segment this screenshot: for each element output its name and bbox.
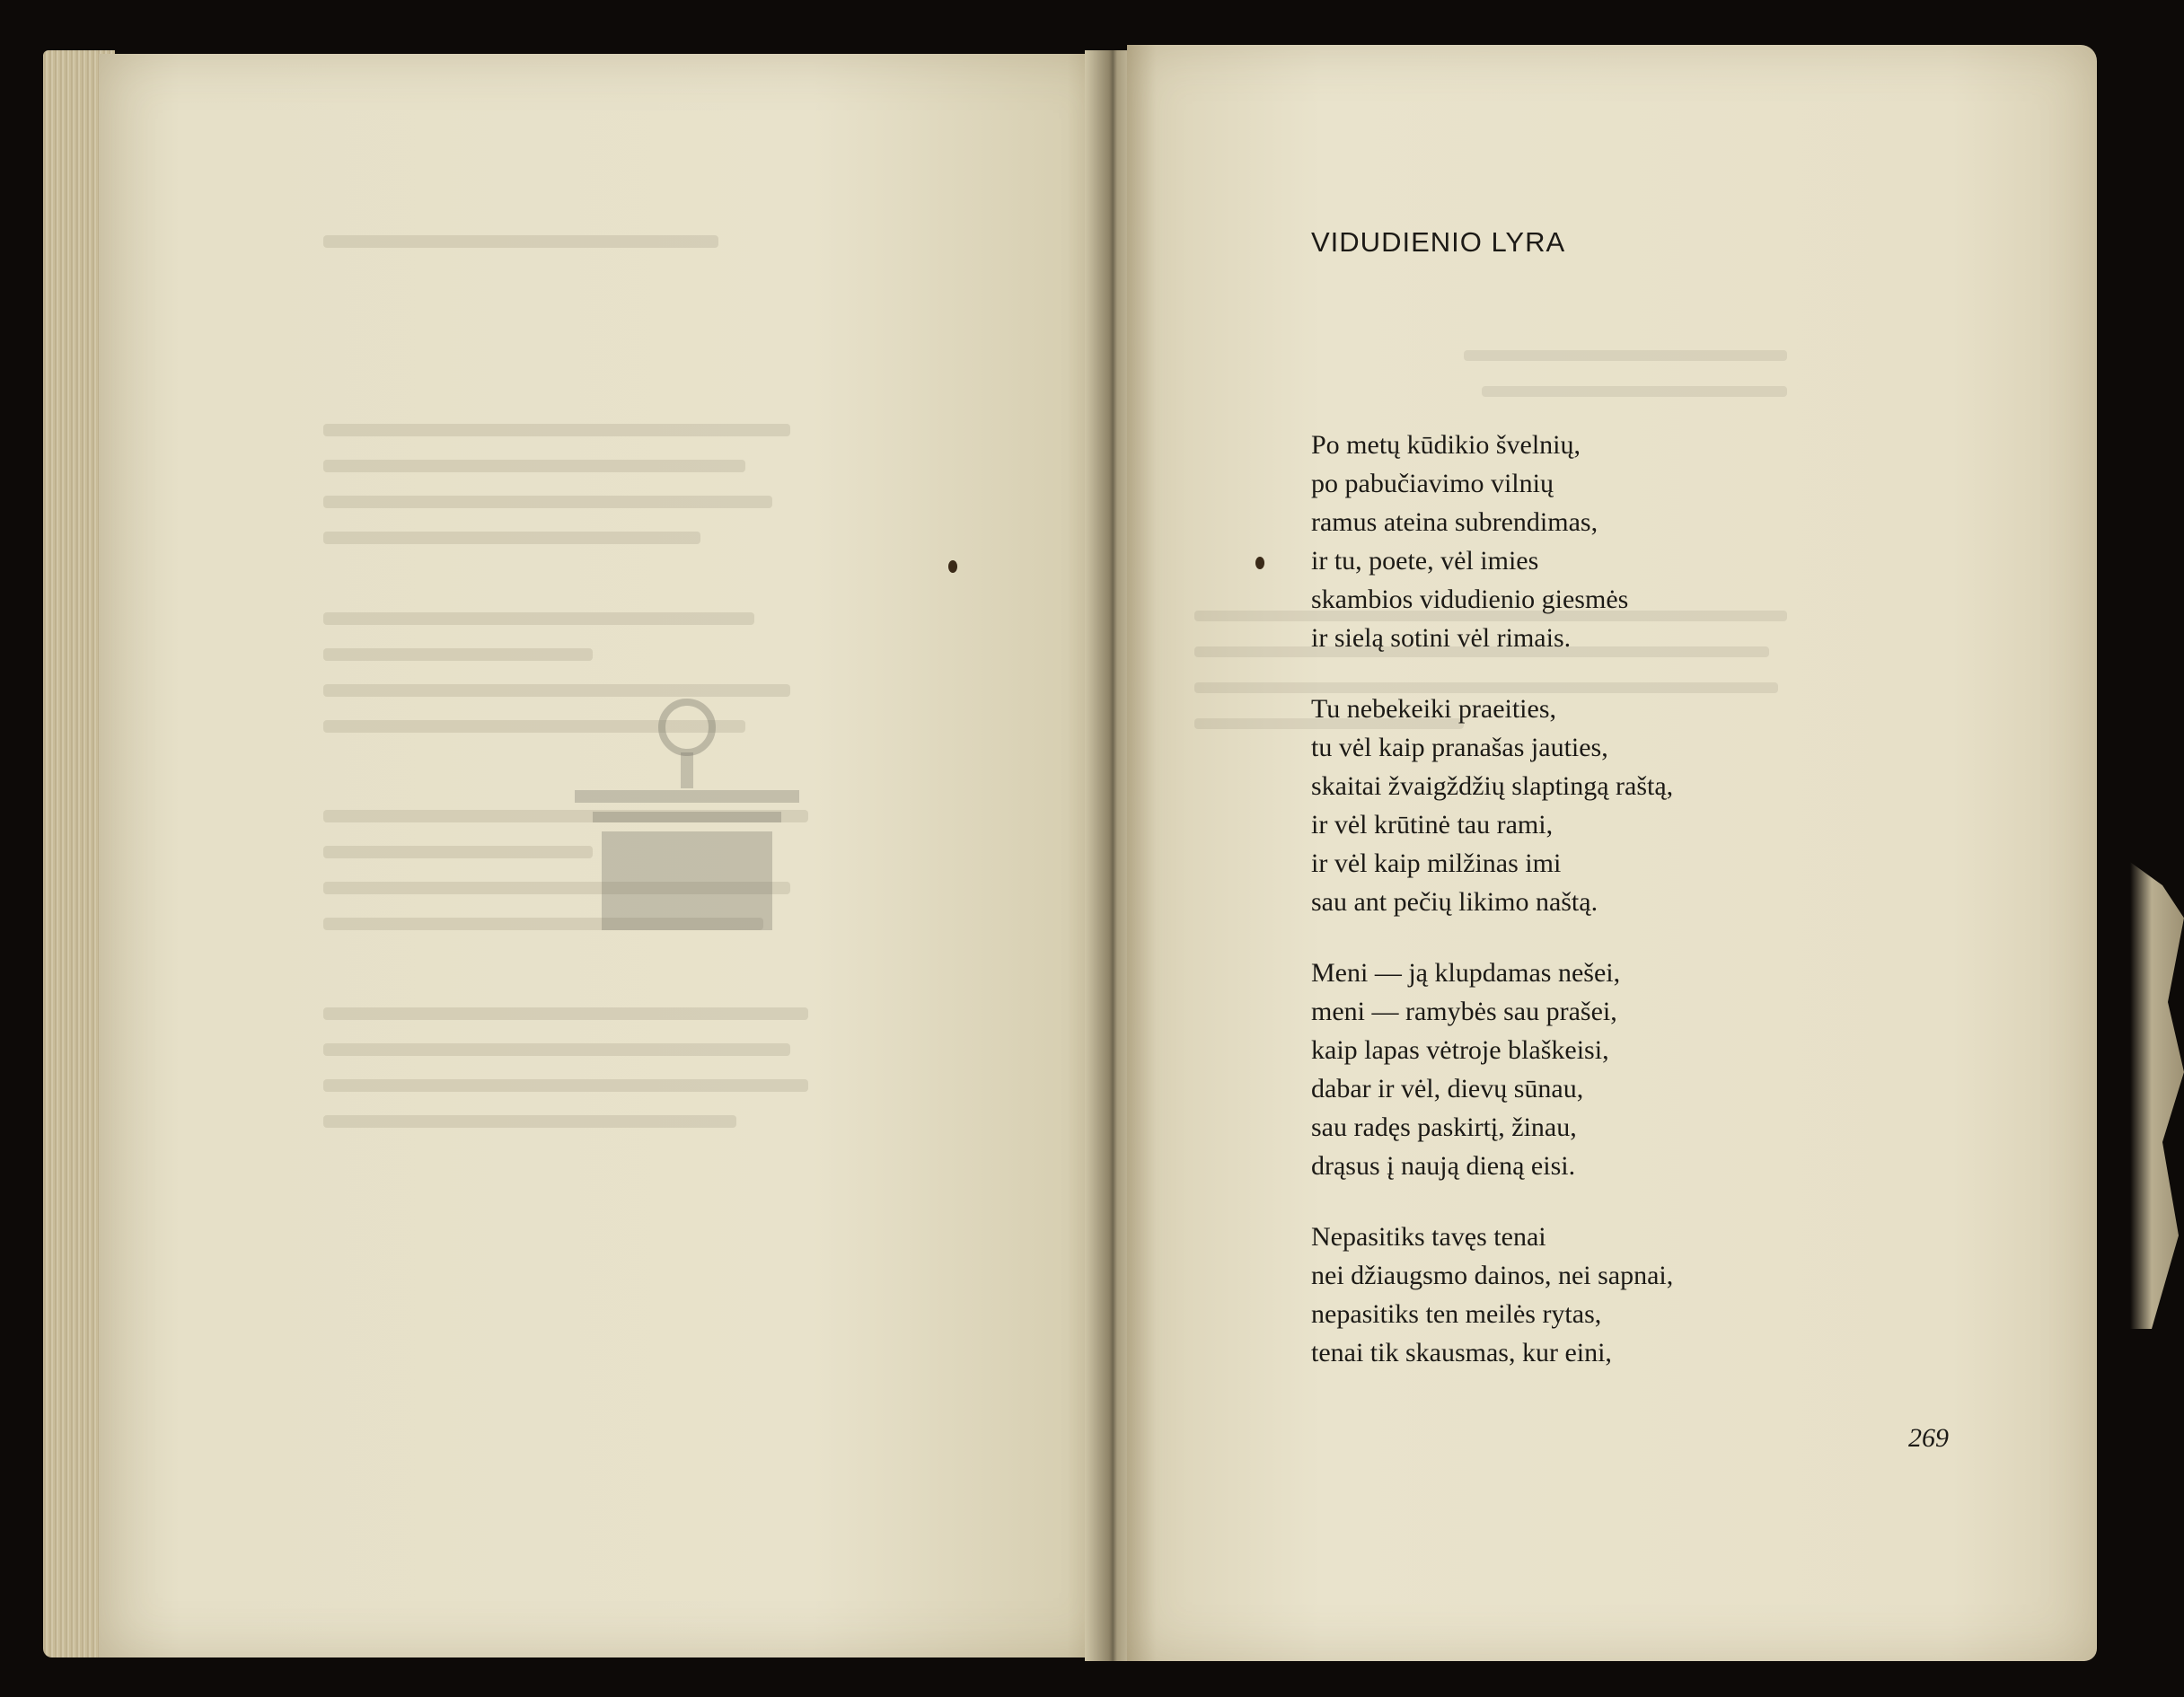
poem-line: kaip lapas vėtroje blaškeisi,	[1311, 1035, 1609, 1065]
poem-line: po pabučiavimo vilnių	[1311, 469, 1554, 498]
page-number: 269	[1908, 1423, 1949, 1453]
poem-line: drąsus į naują dieną eisi.	[1311, 1151, 1576, 1181]
poem-line: ramus ateina subrendimas,	[1311, 507, 1598, 537]
torn-page-edge	[2130, 862, 2184, 1329]
poem-line: ir sielą sotini vėl rimais.	[1311, 623, 1572, 653]
poem-line: dabar ir vėl, dievų sūnau,	[1311, 1074, 1584, 1103]
poem-line: Tu nebekeiki praeities,	[1311, 694, 1557, 724]
poem-line: sau radęs paskirtį, žinau,	[1311, 1112, 1577, 1142]
poem-line: tu vėl kaip pranašas jauties,	[1311, 733, 1608, 762]
poem-line: ir tu, poete, vėl imies	[1311, 546, 1539, 576]
poem-line: Meni — ją klupdamas nešei,	[1311, 958, 1621, 988]
bleed-through-emblem	[400, 557, 983, 952]
stanza-1	[1311, 426, 1628, 657]
poem-line: nei džiaugsmo dainos, nei sapnai,	[1311, 1261, 1674, 1290]
poem-line: Nepasitiks tavęs tenai	[1311, 1222, 1546, 1252]
poem-line: ir vėl kaip milžinas imi	[1311, 848, 1562, 878]
poem-line: skambios vidudienio giesmės	[1311, 585, 1629, 614]
ink-spot	[1255, 557, 1264, 569]
emblem-mark	[575, 691, 799, 943]
poem-line: skaitai žvaigždžių slaptingą raštą,	[1311, 771, 1674, 801]
poem-line: tenai tik skausmas, kur eini,	[1311, 1338, 1612, 1367]
stanza-3	[1311, 954, 1620, 1185]
stanza-2	[1311, 690, 1673, 921]
ink-spot	[948, 560, 957, 573]
stanza-4	[1311, 1218, 1673, 1372]
poem-line: meni — ramybės sau prašei,	[1311, 997, 1617, 1026]
poem-title: VIDUDIENIO LYRA	[1311, 226, 1566, 258]
poem-line: Po metų kūdikio švelnių,	[1311, 430, 1581, 460]
poem-line: sau ant pečių likimo naštą.	[1311, 887, 1598, 917]
poem-line: nepasitiks ten meilės rytas,	[1311, 1299, 1602, 1329]
poem-line: ir vėl krūtinė tau rami,	[1311, 810, 1554, 840]
